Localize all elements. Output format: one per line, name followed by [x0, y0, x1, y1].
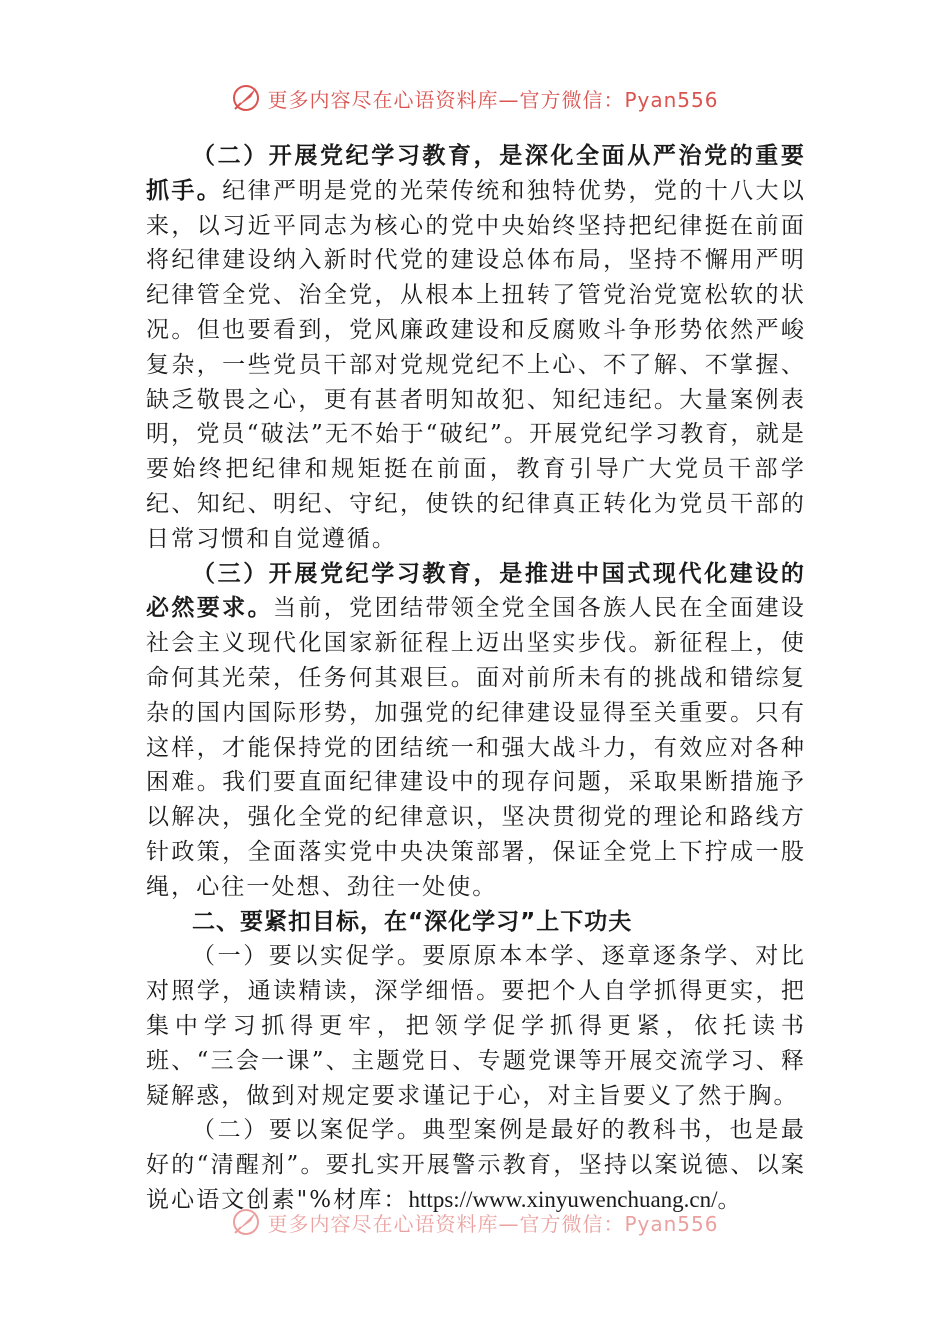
paragraph-lead: （二）开展党纪学习教育，是深化全面从严治党的重要抓手。 — [146, 142, 806, 204]
quill-logo-icon — [231, 83, 261, 113]
paragraph-practice-study: （一）要以实促学。要原原本本学、逐章逐条学、对比对照学，通读精读，深学细悟。要把个人自学抓得更实，把集中学习抓得更牢，把领学促学抓得更紧，依托读书班、“三会一课”、主题党日、专题党课等开展交流学习、释疑解惑，做到对规定要求谨记于心，对主旨要义了然于胸。 — [146, 943, 806, 1109]
footer-watermark — [0, 1202, 950, 1242]
paragraph-text: 纪律严明是党的光荣传统和独特优势，党的十八大以来，以习近平同志为核心的党中央始终坚持把纪律挺在前面将纪律建设纳入新时代党的建设总体布局，坚持不懈用严明纪律管全党、治全党，从根本上扭转了管党治党宽松软的状况。但也要看到，党风廉政建设和反腐败斗争形势依然严峻复杂，一些党员干部对党规党纪不上心、不了解、不掌握、缺乏敬畏之心，更有甚者明知故犯、知纪违纪。大量案例表明，党员“破法”无不始于“破纪”。开展党纪学习教育，就是要始终把纪律和规矩挺在前面，教育引导广大党员干部学纪、知纪、明纪、守纪，使铁的纪律真正转化为党员干部的日常习惯和自觉遵循。 — [146, 177, 806, 552]
section-heading: 二、要紧扣目标，在“深化学习”上下功夫 — [192, 908, 633, 935]
watermark-text: 更多内容尽在心语资料库—官方微信：Pyan556 — [267, 1211, 719, 1236]
document-body — [146, 139, 806, 1218]
paragraph-discipline-education — [146, 139, 806, 557]
paragraph-text: （二）要以案促学。典型案例是最好的教科书，也是最好的“清醒剂”。要扎实开展警示教育，坚持以案说德、以案说心语文创素"%材库： — [146, 1117, 806, 1213]
paragraph-end: 。 — [717, 1186, 743, 1213]
watermark-text: 更多内容尽在心语资料库—官方微信：Pyan556 — [267, 87, 719, 112]
quill-logo-icon — [231, 1207, 261, 1237]
paragraph-modernization — [146, 557, 806, 905]
paragraph-text: 当前，党团结带领全党全国各族人民在全面建设社会主义现代化国家新征程上迈出坚实步伐。新征程上，使命何其光荣，任务何其艰巨。面对前所未有的挑战和错综复杂的国内国际形势，加强党的纪律建设显得至关重要。只有这样，才能保持党的团结统一和强大战斗力，有效应对各种困难。我们要直面纪律建设中的现存问题，采取果断措施予以解决，强化全党的纪律意识，坚决贯彻党的理论和路线方针政策，全面落实党中央决策部署，保证全党上下拧成一股绳，心往一处想、劲往一处使。 — [146, 595, 806, 900]
paragraph-lead: （三）开展党纪学习教育，是推进中国式现代化建设的必然要求。 — [146, 559, 806, 622]
header-watermark — [0, 78, 950, 118]
source-url: https://www.xinyuwenchuang.cn/ — [408, 1186, 718, 1212]
